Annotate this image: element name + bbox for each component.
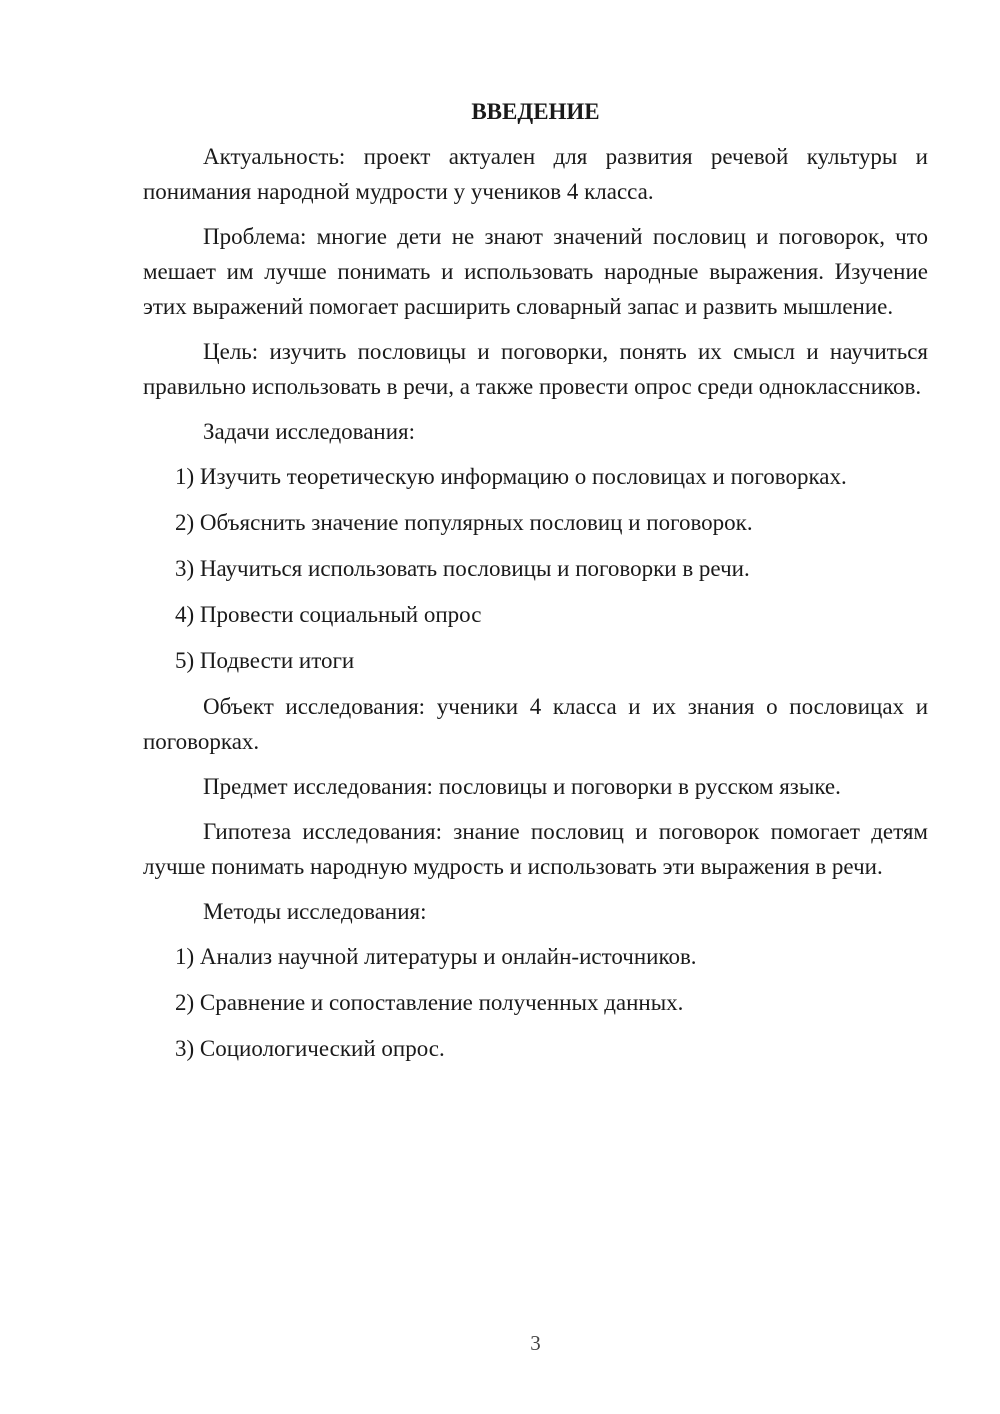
- method-item: 2) Сравнение и сопоставление полученных данных.: [175, 990, 684, 1015]
- task-item: 1) Изучить теоретическую информацию о пословицах и поговорках.: [175, 464, 847, 489]
- problem-paragraph: Проблема: многие дети не знают значений пословиц и поговорок, что мешает им лучше понимать и использовать народные выражения. Изучение этих выражений помогает расширить словарный запас и развить мышление.: [143, 224, 928, 319]
- object-paragraph: Объект исследования: ученики 4 класса и их знания о пословицах и поговорках.: [143, 694, 928, 754]
- page-title: ВВЕДЕНИЕ: [471, 99, 600, 124]
- tasks-list: [143, 459, 928, 678]
- hypothesis-paragraph: Гипотеза исследования: знание пословиц и поговорок помогает детям лучше понимать народную мудрость и использовать эти выражения в речи.: [143, 819, 928, 879]
- subject-paragraph: Предмет исследования: пословицы и поговорки в русском языке.: [203, 774, 841, 799]
- method-item: 3) Социологический опрос.: [175, 1036, 445, 1061]
- task-item: 4) Провести социальный опрос: [175, 602, 482, 627]
- methods-list: [143, 939, 928, 1066]
- goal-paragraph: Цель: изучить пословицы и поговорки, понять их смысл и научиться правильно использовать в речи, а также провести опрос среди одноклассников.: [143, 339, 928, 399]
- task-item: 2) Объяснить значение популярных пословиц и поговорок.: [175, 510, 753, 535]
- relevance-paragraph: Актуальность: проект актуален для развития речевой культуры и понимания народной мудрости у учеников 4 класса.: [143, 144, 928, 204]
- task-item: 5) Подвести итоги: [175, 648, 355, 673]
- page-number: 3: [530, 1331, 541, 1355]
- methods-heading: Методы исследования:: [203, 899, 427, 924]
- task-item: 3) Научиться использовать пословицы и поговорки в речи.: [175, 556, 750, 581]
- method-item: 1) Анализ научной литературы и онлайн-источников.: [175, 944, 697, 969]
- document-body: [143, 94, 928, 1077]
- tasks-heading: Задачи исследования:: [203, 419, 416, 444]
